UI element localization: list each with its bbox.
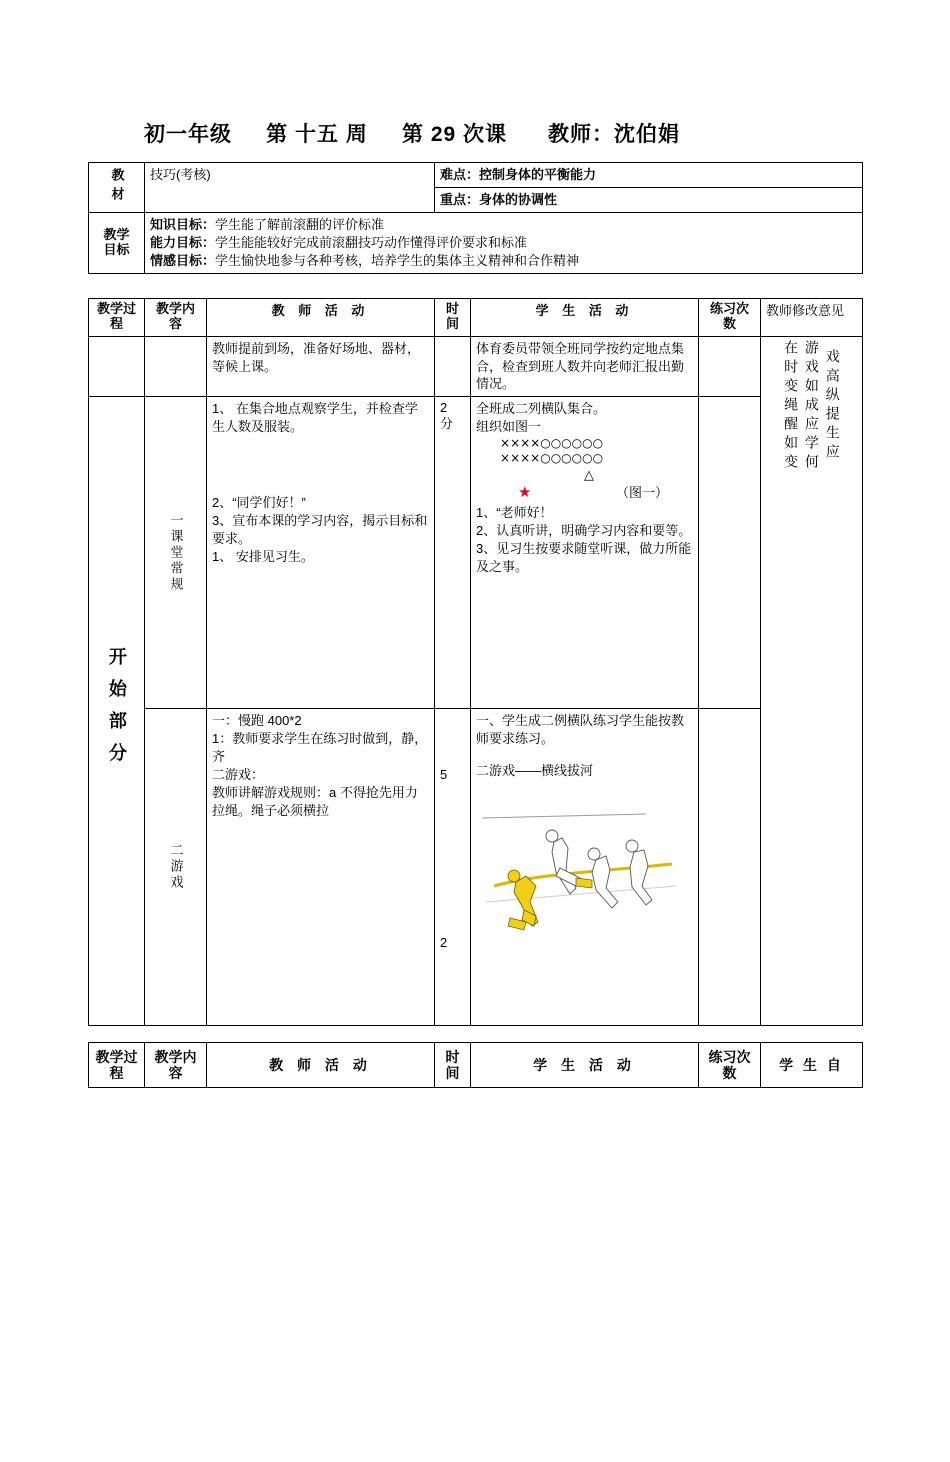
footer-time-text: 时间 xyxy=(445,1049,460,1082)
section2-time-2: 2 xyxy=(440,935,448,951)
figure-label: （图一） xyxy=(616,485,669,501)
header-time xyxy=(435,298,471,336)
footer-remark: 学 生 自 xyxy=(761,1043,863,1088)
table-row xyxy=(89,212,863,273)
section1-time-text: 2分 xyxy=(440,400,454,431)
header-process xyxy=(89,298,145,336)
lesson-plan-table xyxy=(88,162,863,1026)
prep-time xyxy=(435,336,471,397)
remark-col-2: 游戏如成应学何 xyxy=(803,339,820,473)
column-headers xyxy=(89,298,863,336)
header-content-text: 教学内容 xyxy=(156,300,196,331)
section2-content xyxy=(145,709,207,1026)
student-org: 组织如图一 xyxy=(476,419,542,435)
document-page xyxy=(0,118,950,1462)
goals-label xyxy=(89,212,145,273)
header-count-text: 练习次数 xyxy=(710,300,750,331)
goal-text: 学生能了解前滚翻的评价标准 xyxy=(215,216,385,232)
section1-content-text: 一课堂常规 xyxy=(168,512,184,593)
goal-text: 学生能能较好完成前滚翻技巧动作懂得评价要求和标准 xyxy=(215,234,528,250)
goal-item xyxy=(150,234,857,252)
teacher-line: 一：慢跑 400*2 xyxy=(212,713,302,729)
goal-text: 学生愉快地参与各种考核，培养学生的集体主义精神和合作精神 xyxy=(215,252,580,268)
section2-content-text: 二游戏 xyxy=(168,843,184,892)
material-label xyxy=(89,163,145,213)
prep-student: 体育委员带领全班同学按约定地点集合，检查到班人数并向老师汇报出勤情况。 xyxy=(471,336,699,397)
student-head: 全班成二列横队集合。 xyxy=(476,401,607,417)
goal-item xyxy=(150,216,857,234)
student-line: 二游戏——横线拔河 xyxy=(476,763,594,779)
student-line: 1、“老师好！ xyxy=(476,505,553,521)
goal-item xyxy=(150,252,857,270)
goal-label: 知识目标： xyxy=(150,216,216,232)
section1-teacher xyxy=(207,397,435,709)
goals-cell xyxy=(145,212,863,273)
material-label-text: 教材 xyxy=(109,168,125,207)
page-title: 初一年级 第 十五 周 第 29 次课 教师：沈伯娟 xyxy=(144,123,681,146)
student-line: 2、认真听讲，明确学习内容和要等。 xyxy=(476,523,692,539)
footer-count-text: 练习次数 xyxy=(708,1049,751,1082)
section1-count xyxy=(699,397,761,709)
goal-label: 能力目标： xyxy=(150,234,216,250)
difficulty-cell: 难点：控制身体的平衡能力 xyxy=(435,163,863,188)
formation-line-2: ××××○○○○○○ xyxy=(500,451,604,466)
footer-student: 学 生 活 动 xyxy=(471,1043,699,1088)
teacher-line: 1：教师要求学生在练习时做到，静，齐 xyxy=(212,731,428,765)
section2-count xyxy=(699,709,761,1026)
header-count xyxy=(699,298,761,336)
teacher-line: 教师讲解游戏规则：a 不得抢先用力拉绳。绳子必须横拉 xyxy=(212,785,418,819)
keypoint-cell: 重点：身体的协调性 xyxy=(435,187,863,212)
tug-of-war-svg xyxy=(476,790,694,940)
section-process-start xyxy=(89,397,145,1026)
table-row-prep xyxy=(89,336,863,397)
remark-columns xyxy=(766,340,857,473)
teacher-line: 2、“同学们好！” xyxy=(212,495,306,511)
student-line: 一、学生成二例横队练习学生能按教师要求练习。 xyxy=(476,713,685,747)
material-value: 技巧(考核) xyxy=(145,163,435,213)
footer-header-table xyxy=(88,1042,863,1088)
prep-process xyxy=(89,336,145,397)
footer-content-text: 教学内容 xyxy=(154,1049,197,1082)
header-teacher: 教 师 活 动 xyxy=(207,298,435,336)
tug-of-war-illustration xyxy=(476,790,693,940)
header-process-text: 教学过程 xyxy=(97,300,137,331)
footer-teacher: 教 师 活 动 xyxy=(207,1043,435,1088)
student-line: 3、见习生按要求随堂听课，做力所能及之事。 xyxy=(476,541,692,574)
prep-content xyxy=(145,336,207,397)
section-process-text: 开始部分 xyxy=(106,647,127,776)
teacher-line: 二游戏： xyxy=(212,767,265,783)
section2-time-1: 5 xyxy=(440,767,448,783)
teacher-line: 1、 安排见习生。 xyxy=(212,549,314,565)
table-row-section1 xyxy=(89,397,863,709)
footer-content xyxy=(145,1043,207,1088)
footer-process-text: 教学过程 xyxy=(95,1049,138,1082)
footer-row xyxy=(89,1043,863,1088)
remark-col-3: 戏高纵提生应 xyxy=(824,349,841,464)
goal-label: 情感目标： xyxy=(150,252,216,268)
prep-teacher: 教师提前到场，准备好场地、器材，等候上课。 xyxy=(207,336,435,397)
teacher-line: 1、 在集合地点观察学生，并检查学生人数及服装。 xyxy=(212,401,418,435)
prep-count xyxy=(699,336,761,397)
section1-content xyxy=(145,397,207,709)
section1-time xyxy=(435,397,471,709)
header-student: 学 生 活 动 xyxy=(471,298,699,336)
remark-col-1: 在时变绳醒如变 xyxy=(783,339,800,473)
section2-student xyxy=(471,709,699,1026)
footer-count xyxy=(699,1043,761,1088)
section2-time xyxy=(435,709,471,1026)
section2-teacher xyxy=(207,709,435,1026)
header-time-text: 时间 xyxy=(446,300,460,331)
table-row xyxy=(89,163,863,188)
section1-student xyxy=(471,397,699,709)
formation-triangle: △ xyxy=(584,467,595,483)
remark-cell xyxy=(761,336,863,1026)
table-row-section2 xyxy=(89,709,863,1026)
table-row-spacer xyxy=(89,273,863,298)
star-icon: ★ xyxy=(518,484,532,502)
footer-process xyxy=(89,1043,145,1088)
footer-time xyxy=(435,1043,471,1088)
goals-label-text: 教学目标 xyxy=(103,226,130,258)
header-remark: 教师修改意见 xyxy=(761,298,863,336)
formation-line-1: ××××○○○○○○ xyxy=(500,436,604,451)
teacher-line: 3、宣布本课的学习内容，揭示目标和要求。 xyxy=(212,513,428,547)
header-content xyxy=(145,298,207,336)
